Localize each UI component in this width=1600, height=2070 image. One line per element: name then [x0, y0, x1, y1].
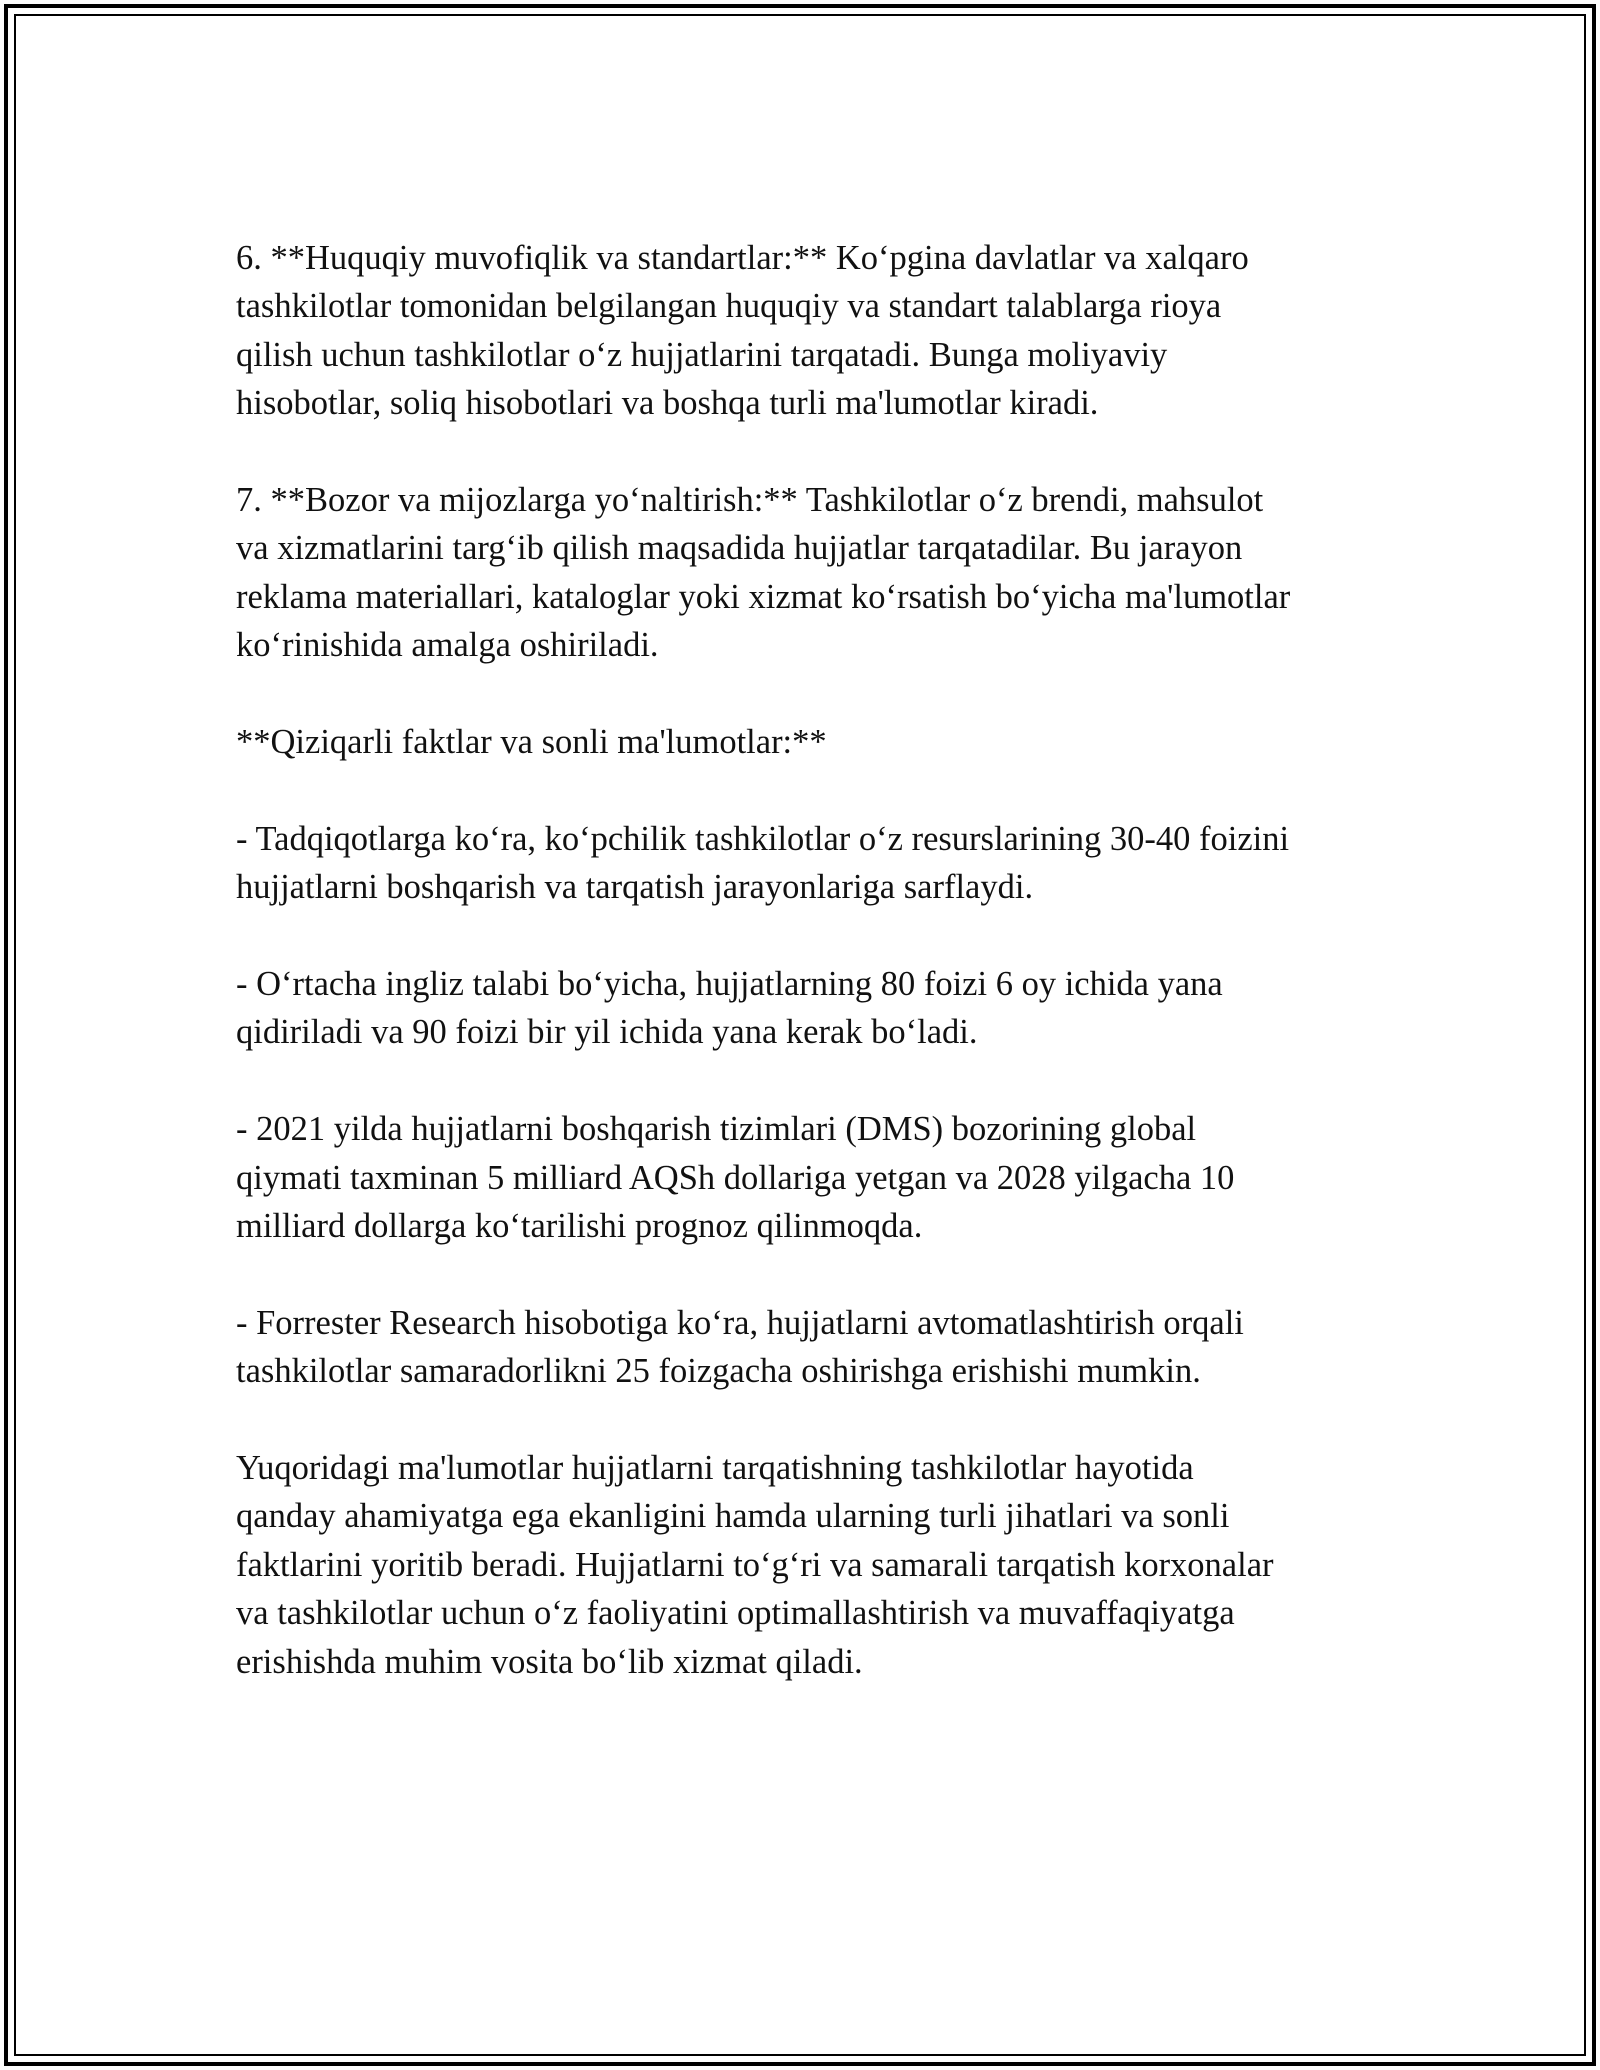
paragraph-market-orientation: 7. **Bozor va mijozlarga yo‘naltirish:** Tashkilotlar o‘z brendi, mahsulot va xizmatlarini targ‘ib qilish maqsadida hujjatlar tarqatadilar. Bu jarayon reklama materiallari, kataloglar yoki xizmat ko‘rsatish bo‘yicha ma'lumotlar ko‘rinishida amalga oshiriladi. [236, 481, 1291, 665]
document-body [236, 234, 1406, 1686]
fact-item-resources: - Tadqiqotlarga ko‘ra, ko‘pchilik tashkilotlar o‘z resurslarining 30-40 foizini hujjatlarni boshqarish va tarqatish jarayonlariga sarflaydi. [236, 819, 1290, 907]
paragraph-legal-compliance: 6. **Huquqiy muvofiqlik va standartlar:** Ko‘pgina davlatlar va xalqaro tashkilotlar tomonidan belgilangan huquqiy va standart talablarga rioya qilish uchun tashkilotlar o‘z hujjatlarini tarqatadi. Bunga moliyaviy hisobotlar, soliq hisobotlari va boshqa turli ma'lumotlar kiradi. [236, 239, 1249, 423]
fact-item-automation: - Forrester Research hisobotiga ko‘ra, hujjatlarni avtomatlashtirish orqali tashkilotlar samaradorlikni 25 foizgacha oshirishga erishishi mumkin. [236, 1303, 1244, 1391]
paragraph-conclusion: Yuqoridagi ma'lumotlar hujjatlarni tarqatishning tashkilotlar hayotida qanday ahamiyatga ega ekanligini hamda ularning turli jihatlari va sonli faktlarini yoritib beradi. Hujjatlarni to‘g‘ri va samarali tarqatish korxonalar va tashkilotlar uchun o‘z faoliyatini optimallashtirish va muvaffaqiyatga erishishda muhim vosita bo‘lib xizmat qiladi. [236, 1449, 1274, 1681]
fact-item-search: - O‘rtacha ingliz talabi bo‘yicha, hujjatlarning 80 foizi 6 oy ichida yana qidiriladi va 90 foizi bir yil ichida yana kerak bo‘ladi. [236, 965, 1223, 1052]
section-heading-facts: **Qiziqarli faktlar va sonli ma'lumotlar:** [236, 723, 827, 762]
fact-item-dms-market: - 2021 yilda hujjatlarni boshqarish tizimlari (DMS) bozorining global qiymati taxminan 5 milliard AQSh dollariga yetgan va 2028 yilgacha 10 milliard dollarga ko‘tarilishi prognoz qilinmoqda. [236, 1110, 1235, 1246]
